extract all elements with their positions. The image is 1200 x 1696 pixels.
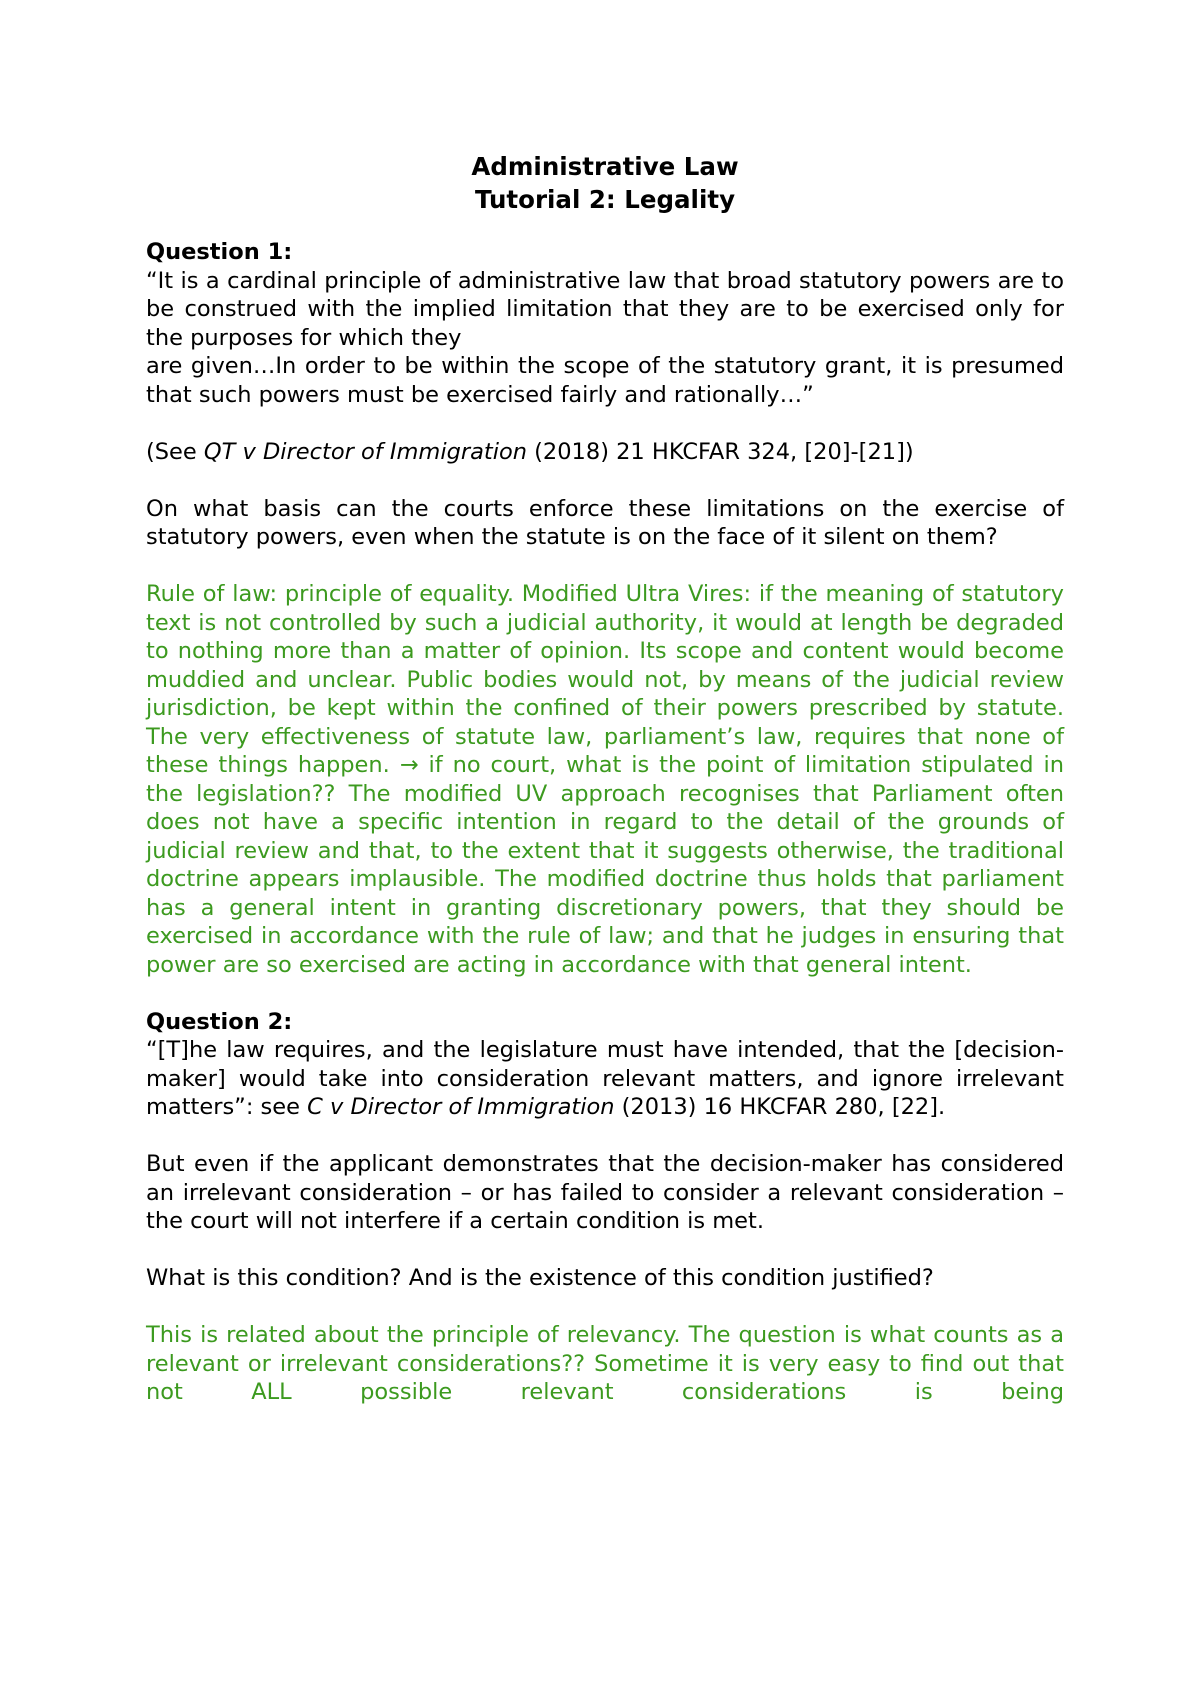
citation-suffix: (2018) 21 HKCFAR 324, [20]-[21]) xyxy=(527,438,914,465)
question-2-quote xyxy=(146,1036,1064,1122)
document-subtitle: Tutorial 2: Legality xyxy=(474,185,736,214)
question-1-quote-part1: “It is a cardinal principle of administrative law that broad statutory powers are to be construed with the implied limitation that they are to be exercised only for the purposes for which they xyxy=(146,267,1064,351)
question-1-quote-part2: are given…In order to be within the scope of the statutory grant, it is presumed that such powers must be exercised fairly and rationally…” xyxy=(146,353,1064,408)
citation-prefix: (See xyxy=(146,438,204,465)
question-1-heading: Question 1: xyxy=(146,239,293,265)
document-page xyxy=(146,150,1064,1407)
question-2-answer: This is related about the principle of relevancy. The question is what counts as a relevant or irrelevant considerations?? Sometime it is very easy to find out that not ALL possible relevant considerations is being xyxy=(146,1322,1064,1405)
question-2-prompt: What is this condition? And is the existence of this condition justified? xyxy=(146,1265,934,1291)
question-2-paragraph: But even if the applicant demonstrates that the decision-maker has considered an irrelevant consideration – or has failed to consider a relevant consideration – the court will not interfere if a certain condition is met. xyxy=(146,1151,1064,1234)
question-1-citation xyxy=(146,438,1064,467)
quote-case-name: C v Director of Immigration xyxy=(307,1094,615,1120)
question-2-heading: Question 2: xyxy=(146,1008,293,1035)
question-1-answer: Rule of law: principle of equality. Modified Ultra Vires: if the meaning of statutory text is not controlled by such a judicial authority, it would at length be degraded to nothing more than a matter of opinion. Its scope and content would become muddied and unclear. Public bodies would not, by means of the judicial review jurisdiction, be kept within the confined of their powers prescribed by statute. The very effectiveness of statute law, parliament’s law, requires that none of these things happen. → if no court, what is the point of limitation stipulated in the legislation?? The modified UV approach recognises that Parliament often does not have a specific intention in regard to the detail of the grounds of judicial review and that, to the extent that it suggests otherwise, the traditional doctrine appears implausible. The modified doctrine thus holds that parliament has a general intent in granting discretionary powers, that they should be exercised in accordance with the rule of law; and that he judges in ensuring that power are so exercised are acting in accordance with that general intent. xyxy=(146,581,1064,978)
quote-suffix: (2013) 16 HKCFAR 280, [22]. xyxy=(614,1094,946,1120)
citation-case-name: QT v Director of Immigration xyxy=(203,438,527,465)
quote-prefix: “[T]he law requires, and the legislature must have intended, that the [decision-maker] would take into consideration relevant matters, and ignore irrelevant matters”: see xyxy=(146,1037,1064,1120)
document-title: Administrative Law xyxy=(471,152,739,181)
question-1-prompt: On what basis can the courts enforce these limitations on the exercise of statutory powers, even when the statute is on the face of it silent on them? xyxy=(146,495,1064,550)
